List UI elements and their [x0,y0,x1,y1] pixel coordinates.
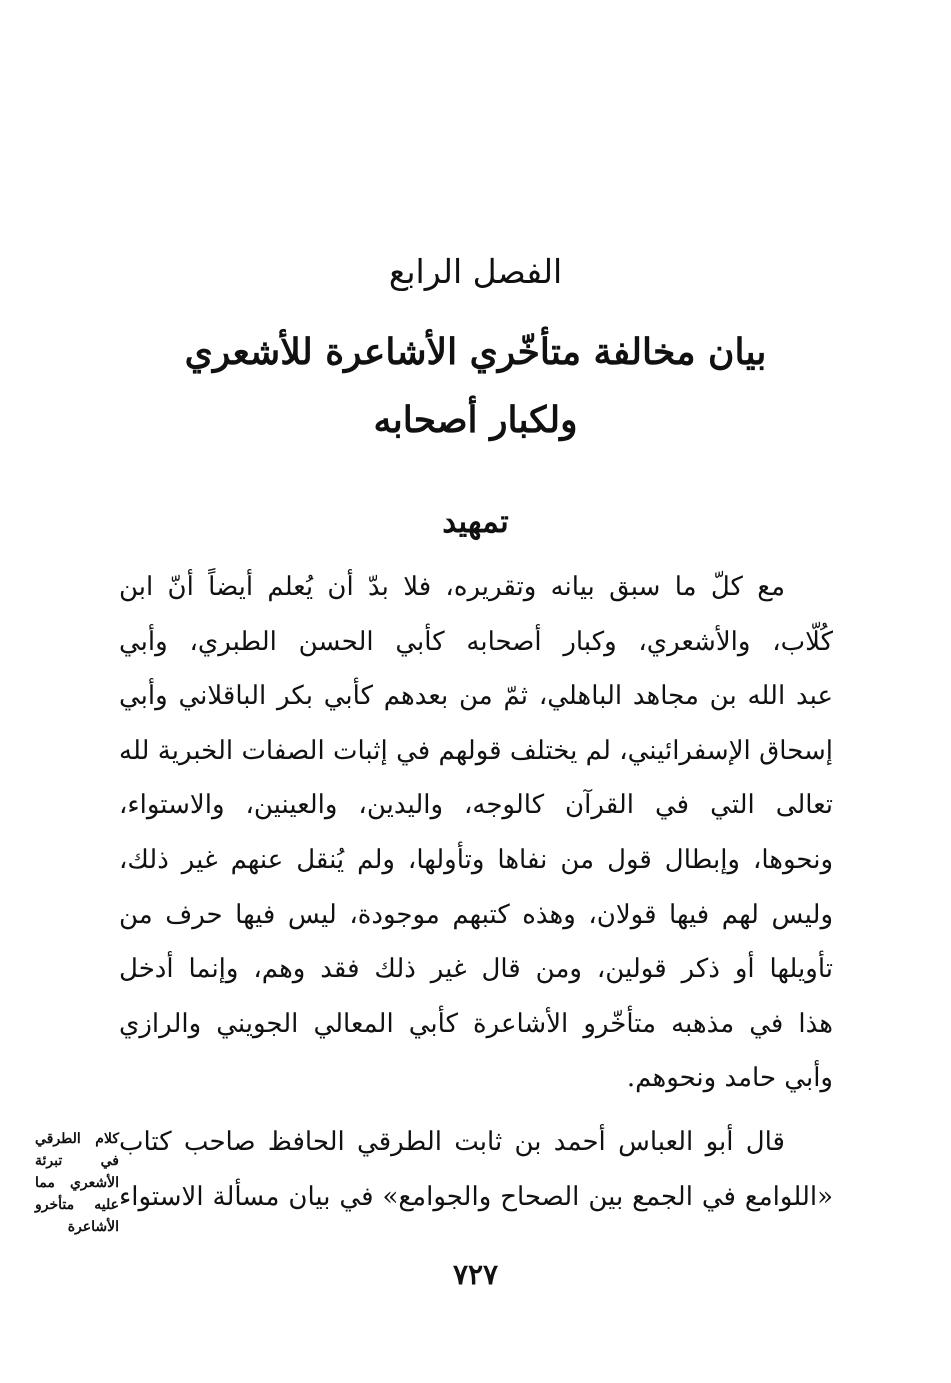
margin-note [35,1128,119,1238]
quote-paragraph [119,1115,833,1224]
quote-line: قال أبو العباس أحمد بن ثابت الطرقي الحافظ صاحب كتاب [119,1127,785,1157]
chapter-title-line-1: بيان مخالفة متأخّري الأشاعرة للأشعري [184,331,767,373]
margin-note-line: عليه متأخرو [35,1197,119,1213]
body-line: إسحاق الإسفرائيني، لم يختلف قولهم في إثبات الصفات الخبرية لله [119,735,833,766]
margin-note-line: كلام الطرقي [35,1131,119,1147]
body-line: ونحوها، وإبطال قول من نفاها وتأولها، ولم يُنقل عنهم غير ذلك، [119,844,833,875]
body-paragraph [119,560,833,1106]
body-line: وأبي حامد ونحوهم. [626,1063,833,1094]
body-line: تأويلها أو ذكر قولين، ومن قال غير ذلك فقد وهم، وإنما أدخل [119,954,833,985]
body-line: تعالى التي في القرآن كالوجه، واليدين، والعينين، والاستواء، [119,790,833,821]
body-line: عبد الله بن مجاهد الباهلي، ثمّ من بعدهم كأبي بكر الباقلاني وأبي [119,681,833,712]
quote-line: «اللوامع في الجمع بين الصحاح والجوامع» في بيان مسألة الاستواء [119,1181,834,1212]
section-heading [0,504,951,540]
body-line: وليس لهم فيها قولان، وهذه كتبهم موجودة، ليس فيها حرف من [119,899,833,930]
margin-note-line: الأشعري مما [35,1175,119,1191]
margin-note-line: في تبرئة [35,1153,119,1169]
chapter-label: الفصل الرابع [388,252,563,291]
body-line: هذا في مذهبه متأخّرو الأشاعرة كأبي المعالي الجويني والرازي [119,1008,833,1039]
page-number: ٧٢٧ [452,1258,499,1291]
chapter-title-line-2: ولكبار أصحابه [373,399,578,441]
margin-note-line: الأشاعرة [67,1219,119,1235]
chapter-title [0,318,951,454]
body-line: كُلّاب، والأشعري، وكبار أصحابه كأبي الحسن الطبري، وأبي [119,626,833,657]
section-heading-text: تمهيد [442,504,509,540]
body-line: مع كلّ ما سبق بيانه وتقريره، فلا بدّ أن يُعلم أيضاً أنّ ابن [119,572,785,602]
